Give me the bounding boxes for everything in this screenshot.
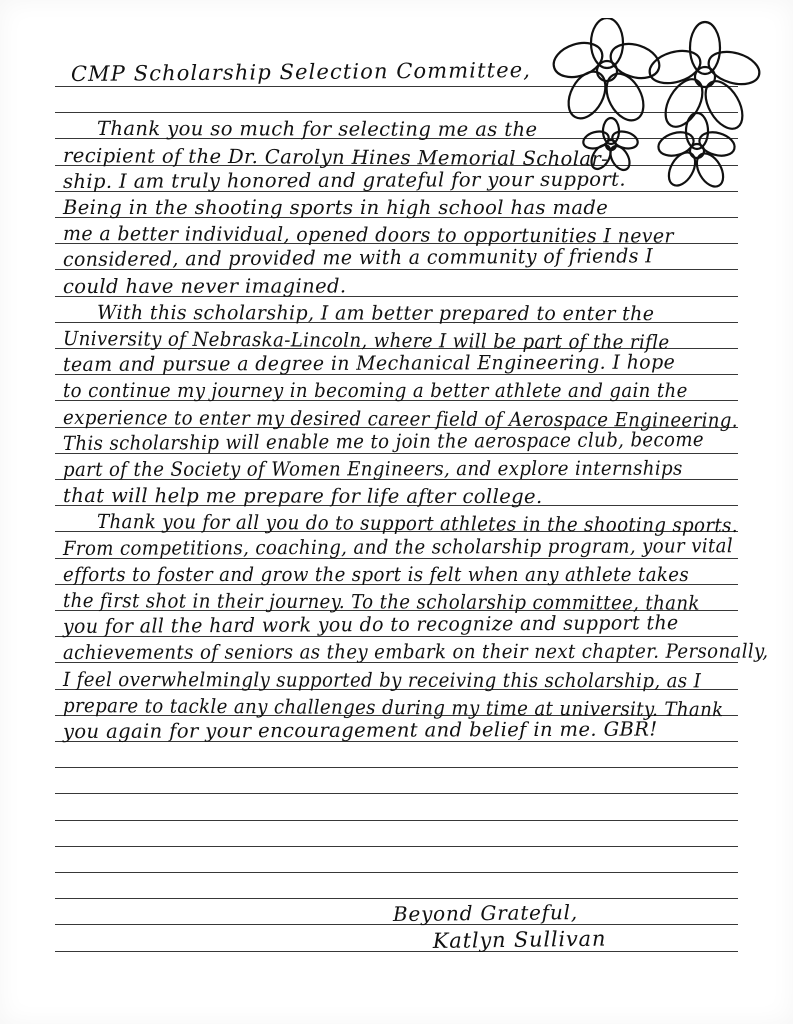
paragraph-2-line-6: This scholarship will enable me to join the aerospace club, become — [62, 427, 705, 455]
signature: Katlyn Sullivan — [432, 926, 607, 953]
paragraph-2-line-5: experience to enter my desired career field of Aerospace Engineering. — [63, 405, 739, 432]
paragraph-3-line-6: achievements of seniors as they embark on their next chapter. Personally, — [62, 639, 769, 665]
paragraph-1-line-3: ship. I am truly honored and grateful for your support. — [62, 167, 627, 193]
salutation: CMP Scholarship Selection Committee, — [70, 57, 532, 86]
paragraph-1-line-7: could have never imagined. — [62, 274, 347, 298]
paragraph-3-line-4: the first shot in their journey. To the scholarship committee, thank — [63, 589, 700, 615]
paragraph-3-line-7: I feel overwhelmingly supported by receiving this scholarship, as I — [63, 667, 702, 692]
paragraph-3-line-2: From competitions, coaching, and the scholarship program, your vital — [62, 533, 734, 560]
paragraph-2-line-4: to continue my journey in becoming a better athlete and gain the — [63, 379, 688, 403]
paragraph-2-line-8: that will help me prepare for life after college. — [63, 484, 543, 509]
paragraph-1-line-6: considered, and provided me with a community of friends I — [62, 244, 654, 272]
paragraph-3-line-3: efforts to foster and grow the sport is felt when any athlete takes — [63, 562, 690, 586]
paragraph-1-line-5: me a better individual, opened doors to opportunities I never — [63, 222, 674, 248]
paragraph-1-line-1: Thank you so much for selecting me as the — [97, 117, 538, 142]
paragraph-1-line-4: Being in the shooting sports in high school has made — [63, 196, 609, 219]
paragraph-1-line-2: recipient of the Dr. Carolyn Hines Memorial Scholar- — [63, 143, 609, 171]
paragraph-2-line-7: part of the Society of Women Engineers, and explore internships — [62, 456, 683, 481]
paragraph-3-line-1: Thank you for all you do to support athletes in the shooting sports. — [97, 510, 738, 538]
paragraph-3-line-8: prepare to tackle any challenges during my time at university. Thank — [63, 693, 724, 721]
paragraph-2-line-3: team and pursue a degree in Mechanical Engineering. I hope — [62, 350, 676, 377]
paragraph-2-line-1: With this scholarship, I am better prepared to enter the — [97, 300, 655, 325]
paragraph-2-line-2: University of Nebraska-Lincoln, where I will be part of the rifle — [63, 327, 670, 354]
paragraph-3-line-5: you for all the hard work you do to recognize and support the — [62, 611, 679, 639]
closing: Beyond Grateful, — [392, 900, 579, 927]
paragraph-3-line-9: you again for your encouragement and belief in me. GBR! — [62, 717, 658, 743]
